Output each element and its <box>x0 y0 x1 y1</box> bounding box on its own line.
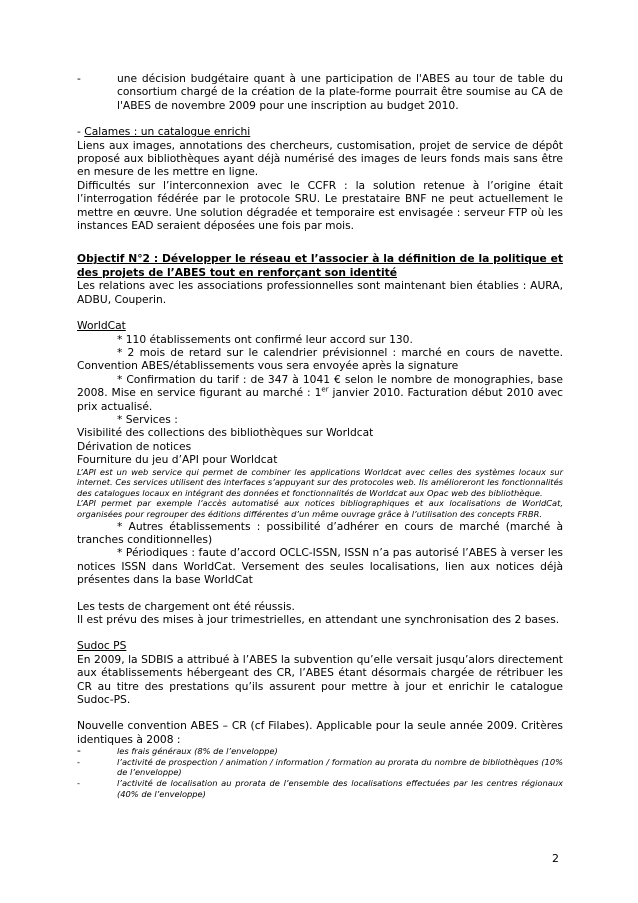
sudoc-body: En 2009, la SDBIS a attribué à l’ABES la subvention qu’elle versait jusqu’alors directement aux établissements hébergeant des CR, l’ABES étant désormais chargée de rétribuer les CR au titre des prestations qu’ils assurent pour mettre à jour et enrichir le catalogue Sudoc-PS. <box>77 652 563 706</box>
criteria-text-2: l’activité de prospection / animation / information / formation au prorata du nombre de bibliothèques (10% de l’enveloppe) <box>117 756 563 778</box>
worldcat-service-2: Dérivation de notices <box>77 439 192 453</box>
worldcat-item-2: * 2 mois de retard sur le calendrier prévisionnel : marché en cours de navette. Convention ABES/établissements vous sera envoyée après la signature <box>77 345 563 373</box>
sudoc-title: Sudoc PS <box>77 639 127 653</box>
budget-text: une décision budgétaire quant à une participation de l'ABES au tour de table du consortium chargé de la création de la plate-forme pourrait être soumise au CA de l'ABES de novembre 2009 pour une inscription au budget 2010. <box>117 72 563 112</box>
criteria-dash: - <box>77 756 80 767</box>
worldcat-item-5: * Périodiques : faute d’accord OCLC-ISSN, ISSN n’a pas autorisé l’ABES à verser les notices ISSN dans WorldCat. Versement des seules localisations, lien aux notices déjà présentes dans la base WorldCat <box>77 546 563 587</box>
worldcat-title: WorldCat <box>77 319 126 333</box>
calames-title: Calames : un catalogue enrichi <box>84 125 251 139</box>
worldcat-item-3-sup: er <box>321 385 329 394</box>
worldcat-tests-1: Les tests de chargement ont été réussis. <box>77 599 295 613</box>
worldcat-item-3-text: * Confirmation du tarif : de 347 à 1041 € selon le nombre de monographies, base 2008. Mise en service figurant au marché : 1 <box>77 372 563 400</box>
criteria-dash: - <box>77 744 81 758</box>
criteria-item-3 <box>77 778 563 799</box>
worldcat-api-note-1: L’API est un web service qui permet de combiner les applications Worldcat avec celles des systèmes locaux sur internet. Ces services utilisent des interfaces s’appuyant sur des protocoles web. Ils amélioreront les fonctionnalités des catalogues locaux en intégrant des données et fonctionnalités de Worldcat aux Opac web des bibliothèque. <box>77 466 563 498</box>
worldcat-service-3: Fourniture du jeu d’API pour Worldcat <box>77 453 278 467</box>
calames-difficulties: Difficultés sur l’interconnexion avec le CCFR : la solution retenue à l’origine était l’interrogation fédérée par le protocole SRU. Le prestataire BNF ne peut actuellement le mettre en œuvre. Une solution dégradée et temporaire est envisagée : serveur FTP où les instances EAD seraient déposées une fois par mois. <box>77 178 563 233</box>
criteria-dash: - <box>77 778 80 788</box>
worldcat-services: * Services : <box>117 412 178 426</box>
bullet-dash: - <box>77 72 81 85</box>
criteria-item-1 <box>77 746 563 757</box>
objectif-heading: Objectif N°2 : Développer le réseau et l’associer à la définition de la politique et des projets de l’ABES tout en renforçant son identité <box>77 252 563 279</box>
worldcat-api-note-2: L’API permet par exemple l’accès automatisé aux notices bibliographiques et aux localisations de WorldCat, organisées pour regrouper des éditions différentes d’un même ouvrage grâce à l’utilisation des concepts FRBR. <box>77 498 563 519</box>
criteria-text-3: l’activité de localisation au prorata de l’ensemble des localisations effectuées par les centres régionaux (40% de l’enveloppe) <box>117 778 563 799</box>
worldcat-service-1: Visibilité des collections des bibliothèques sur Worldcat <box>77 426 374 440</box>
calames-prefix: - <box>77 125 85 139</box>
worldcat-item-3-text-end: janvier 2010. Facturation début 2010 avec prix actualisé. <box>77 386 563 413</box>
document-page <box>77 72 563 799</box>
calames-body: Liens aux images, annotations des chercheurs, customisation, projet de service de dépôt proposé aux bibliothèques ayant déjà numérisé des images de leurs fonds mais sans être en mesure de les mettre en ligne. <box>77 138 563 179</box>
budget-paragraph <box>77 72 563 112</box>
criteria-item-2 <box>77 757 563 778</box>
worldcat-tests-2: Il est prévu des mises à jour trimestrielles, en attendant une synchronisation des 2 bases. <box>77 612 560 626</box>
objectif-body: Les relations avec les associations professionnelles sont maintenant bien établies : AURA, ADBU, Couperin. <box>77 279 563 306</box>
worldcat-item-3 <box>77 373 563 413</box>
worldcat-item-1: * 110 établissements ont confirmé leur accord sur 130. <box>117 332 413 346</box>
worldcat-item-4: * Autres établissements : possibilité d’adhérer en cours de marché (marché à tranches conditionnelles) <box>77 519 563 546</box>
calames-heading <box>77 125 563 138</box>
criteria-text-1: les frais généraux (8% de l’enveloppe) <box>117 746 278 757</box>
page-number: 2 <box>552 852 559 865</box>
sudoc-convention: Nouvelle convention ABES – CR (cf Filabes). Applicable pour la seule année 2009. Critères identiques à 2008 : <box>77 719 563 746</box>
